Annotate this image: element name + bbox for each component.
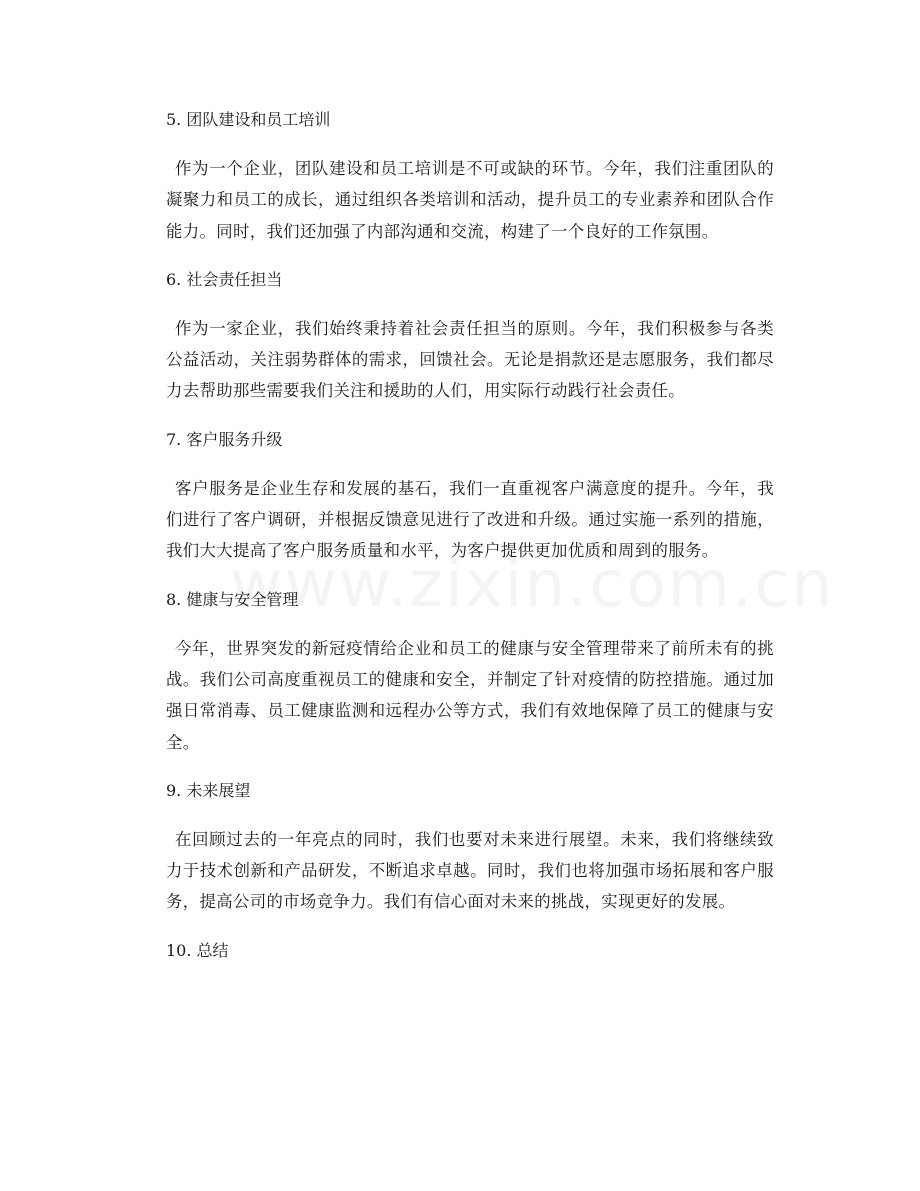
section-5 xyxy=(166,104,774,247)
section-9 xyxy=(166,775,774,918)
section-heading: 10. 总结 xyxy=(166,940,229,960)
section-paragraph: 作为一家企业，我们始终秉持着社会责任担当的原则。今年，我们积极参与各类公益活动，关注弱势群体的需求，回馈社会。无论是捐款还是志愿服务，我们都尽力去帮助那些需要我们关注和援助的人们，用实际行动践行社会责任。 xyxy=(166,318,774,401)
section-heading: 5. 团队建设和员工培训 xyxy=(166,110,331,129)
section-heading: 6. 社会责任担当 xyxy=(166,269,283,289)
section-paragraph: 在回顾过去的一年亮点的同时，我们也要对未来进行展望。未来，我们将继续致力于技术创新和产品研发，不断追求卓越。同时，我们也将加强市场拓展和客户服务，提高公司的市场竞争力。我们有信心面对未来的挑战，实现更好的发展。 xyxy=(166,829,774,912)
section-heading: 7. 客户服务升级 xyxy=(166,429,283,449)
section-heading: 9. 未来展望 xyxy=(166,780,251,800)
section-6 xyxy=(166,264,774,407)
section-8 xyxy=(166,584,774,758)
section-paragraph: 作为一个企业，团队建设和员工培训是不可或缺的环节。今年，我们注重团队的凝聚力和员工的成长，通过组织各类培训和活动，提升员工的专业素养和团队合作能力。同时，我们还加强了内部沟通和交流，构建了一个良好的工作氛围。 xyxy=(166,159,774,241)
section-paragraph: 今年，世界突发的新冠疫情给企业和员工的健康与安全管理带来了前所未有的挑战。我们公司高度重视员工的健康和安全，并制定了针对疫情的防控措施。通过加强日常消毒、员工健康监测和远程办公等方式，我们有效地保障了员工的健康与安全。 xyxy=(166,638,774,752)
section-10 xyxy=(166,935,774,967)
document-content xyxy=(166,104,774,984)
section-heading: 8. 健康与安全管理 xyxy=(166,589,299,609)
section-paragraph: 客户服务是企业生存和发展的基石，我们一直重视客户满意度的提升。今年，我们进行了客户调研，并根据反馈意见进行了改进和升级。通过实施一系列的措施，我们大大提高了客户服务质量和水平，为客户提供更加优质和周到的服务。 xyxy=(166,478,774,561)
section-7 xyxy=(166,424,774,567)
